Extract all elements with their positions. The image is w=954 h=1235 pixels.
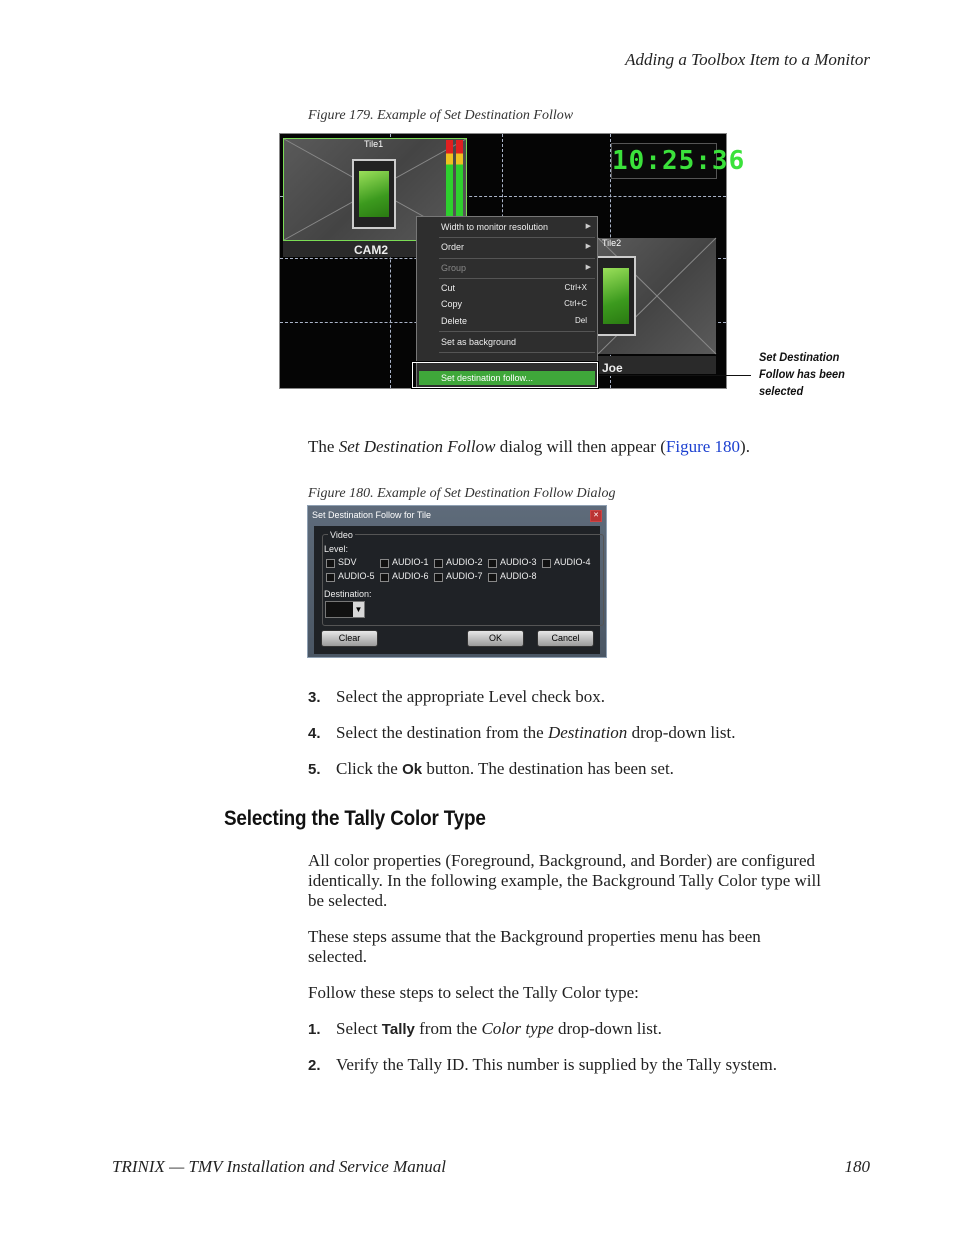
close-icon[interactable]: ✕ (590, 510, 602, 522)
checkbox-sdv[interactable] (326, 559, 335, 568)
clear-button[interactable]: Clear (321, 630, 378, 647)
cancel-button[interactable]: Cancel (537, 630, 594, 647)
paragraph-assumption: These steps assume that the Background properties menu has been selected. (308, 927, 761, 966)
checkbox-audio-8[interactable] (488, 573, 497, 582)
set-destination-follow-dialog: Set Destination Follow for Tile ✕ Video Level: SDV AUDIO-1 AUDIO-2 AUDIO-3 AUDIO-4 AUDIO-5 AUDIO-6 AUDIO-7 AUDIO-8 Destination: ▼ Clear OK Cancel (307, 505, 607, 658)
checkbox-audio-3[interactable] (488, 559, 497, 568)
checkbox-audio-2[interactable] (434, 559, 443, 568)
menu-item-cut[interactable]: Cut Ctrl+X (441, 283, 587, 293)
figure-180-caption: Figure 180. Example of Set Destination Follow Dialog (308, 486, 616, 501)
page-number: 180 (844, 1157, 870, 1176)
checkbox-audio-4[interactable] (542, 559, 551, 568)
paragraph-color-properties: All color properties (Foreground, Background, and Border) are configured identically. In the following example, the Background Tally Color type will be selected. (308, 851, 821, 910)
ok-button[interactable]: OK (467, 630, 524, 647)
video-group-label: Video (330, 530, 353, 540)
level-label: Level: (324, 544, 349, 554)
menu-item-delete[interactable]: Delete Del (441, 316, 587, 326)
section-heading: Selecting the Tally Color Type (224, 807, 486, 830)
tile1-name: CAM2 (354, 243, 389, 257)
submenu-arrow-icon: ▶ (585, 223, 591, 230)
paragraph-follow-steps: Follow these steps to select the Tally Color type: (308, 983, 639, 1002)
destination-dropdown[interactable] (325, 601, 365, 618)
step-3: 3. Select the appropriate Level check box. (308, 687, 606, 706)
checkbox-audio-1[interactable] (380, 559, 389, 568)
running-head: Adding a Toolbox Item to a Monitor (625, 50, 870, 69)
checkbox-audio-7[interactable] (434, 573, 443, 582)
audio-meter-left (446, 140, 453, 216)
submenu-arrow-icon: ▶ (585, 264, 591, 271)
callout-leader-line (599, 375, 751, 376)
checkbox-audio-6[interactable] (380, 573, 389, 582)
figure-179-screenshot (279, 133, 746, 389)
film-icon (596, 256, 636, 336)
selection-highlight-box (412, 362, 598, 388)
dialog-title: Set Destination Follow for Tile (312, 510, 432, 520)
menu-item-width-to-monitor[interactable]: Width to monitor resolution ▶ (441, 222, 591, 232)
chevron-down-icon: ▼ (353, 602, 364, 617)
tile2-label: Tile2 (602, 238, 622, 248)
menu-item-copy[interactable]: Copy Ctrl+C (441, 299, 587, 309)
intro-paragraph: The Set Destination Follow dialog will then appear (Figure 180). (308, 437, 750, 456)
menu-item-set-as-background[interactable]: Set as background (441, 337, 517, 347)
figure-180-link[interactable]: Figure 180 (665, 437, 741, 456)
step-2: 2. Verify the Tally ID. This number is supplied by the Tally system. (308, 1055, 777, 1074)
tile2-preview[interactable] (598, 238, 716, 354)
submenu-arrow-icon: ▶ (585, 243, 591, 250)
film-icon (352, 159, 396, 229)
menu-item-order[interactable]: Order ▶ (441, 242, 591, 252)
menu-item-group: Group ▶ (441, 263, 591, 273)
tile1-label: Tile1 (364, 139, 384, 149)
menu-item-set-destination-follow[interactable]: Set destination follow... (419, 371, 595, 385)
step-1: 1. Select Tally from the Color type drop-down list. (308, 1019, 662, 1038)
figure-179-callout: Set Destination Follow has been selected (759, 350, 845, 398)
clock-display: 10:25:36 (611, 143, 717, 179)
figure-179-caption: Figure 179. Example of Set Destination Follow (308, 108, 574, 123)
audio-meter-right (456, 140, 463, 216)
tile2-name: Joe (602, 361, 623, 375)
checkbox-audio-5[interactable] (326, 573, 335, 582)
destination-label: Destination: (324, 589, 372, 599)
footer-title: TRINIX — TMV Installation and Service Manual (112, 1157, 446, 1176)
step-4: 4. Select the destination from the Destination drop-down list. (308, 723, 736, 742)
step-5: 5. Click the Ok button. The destination has been set. (308, 759, 674, 778)
